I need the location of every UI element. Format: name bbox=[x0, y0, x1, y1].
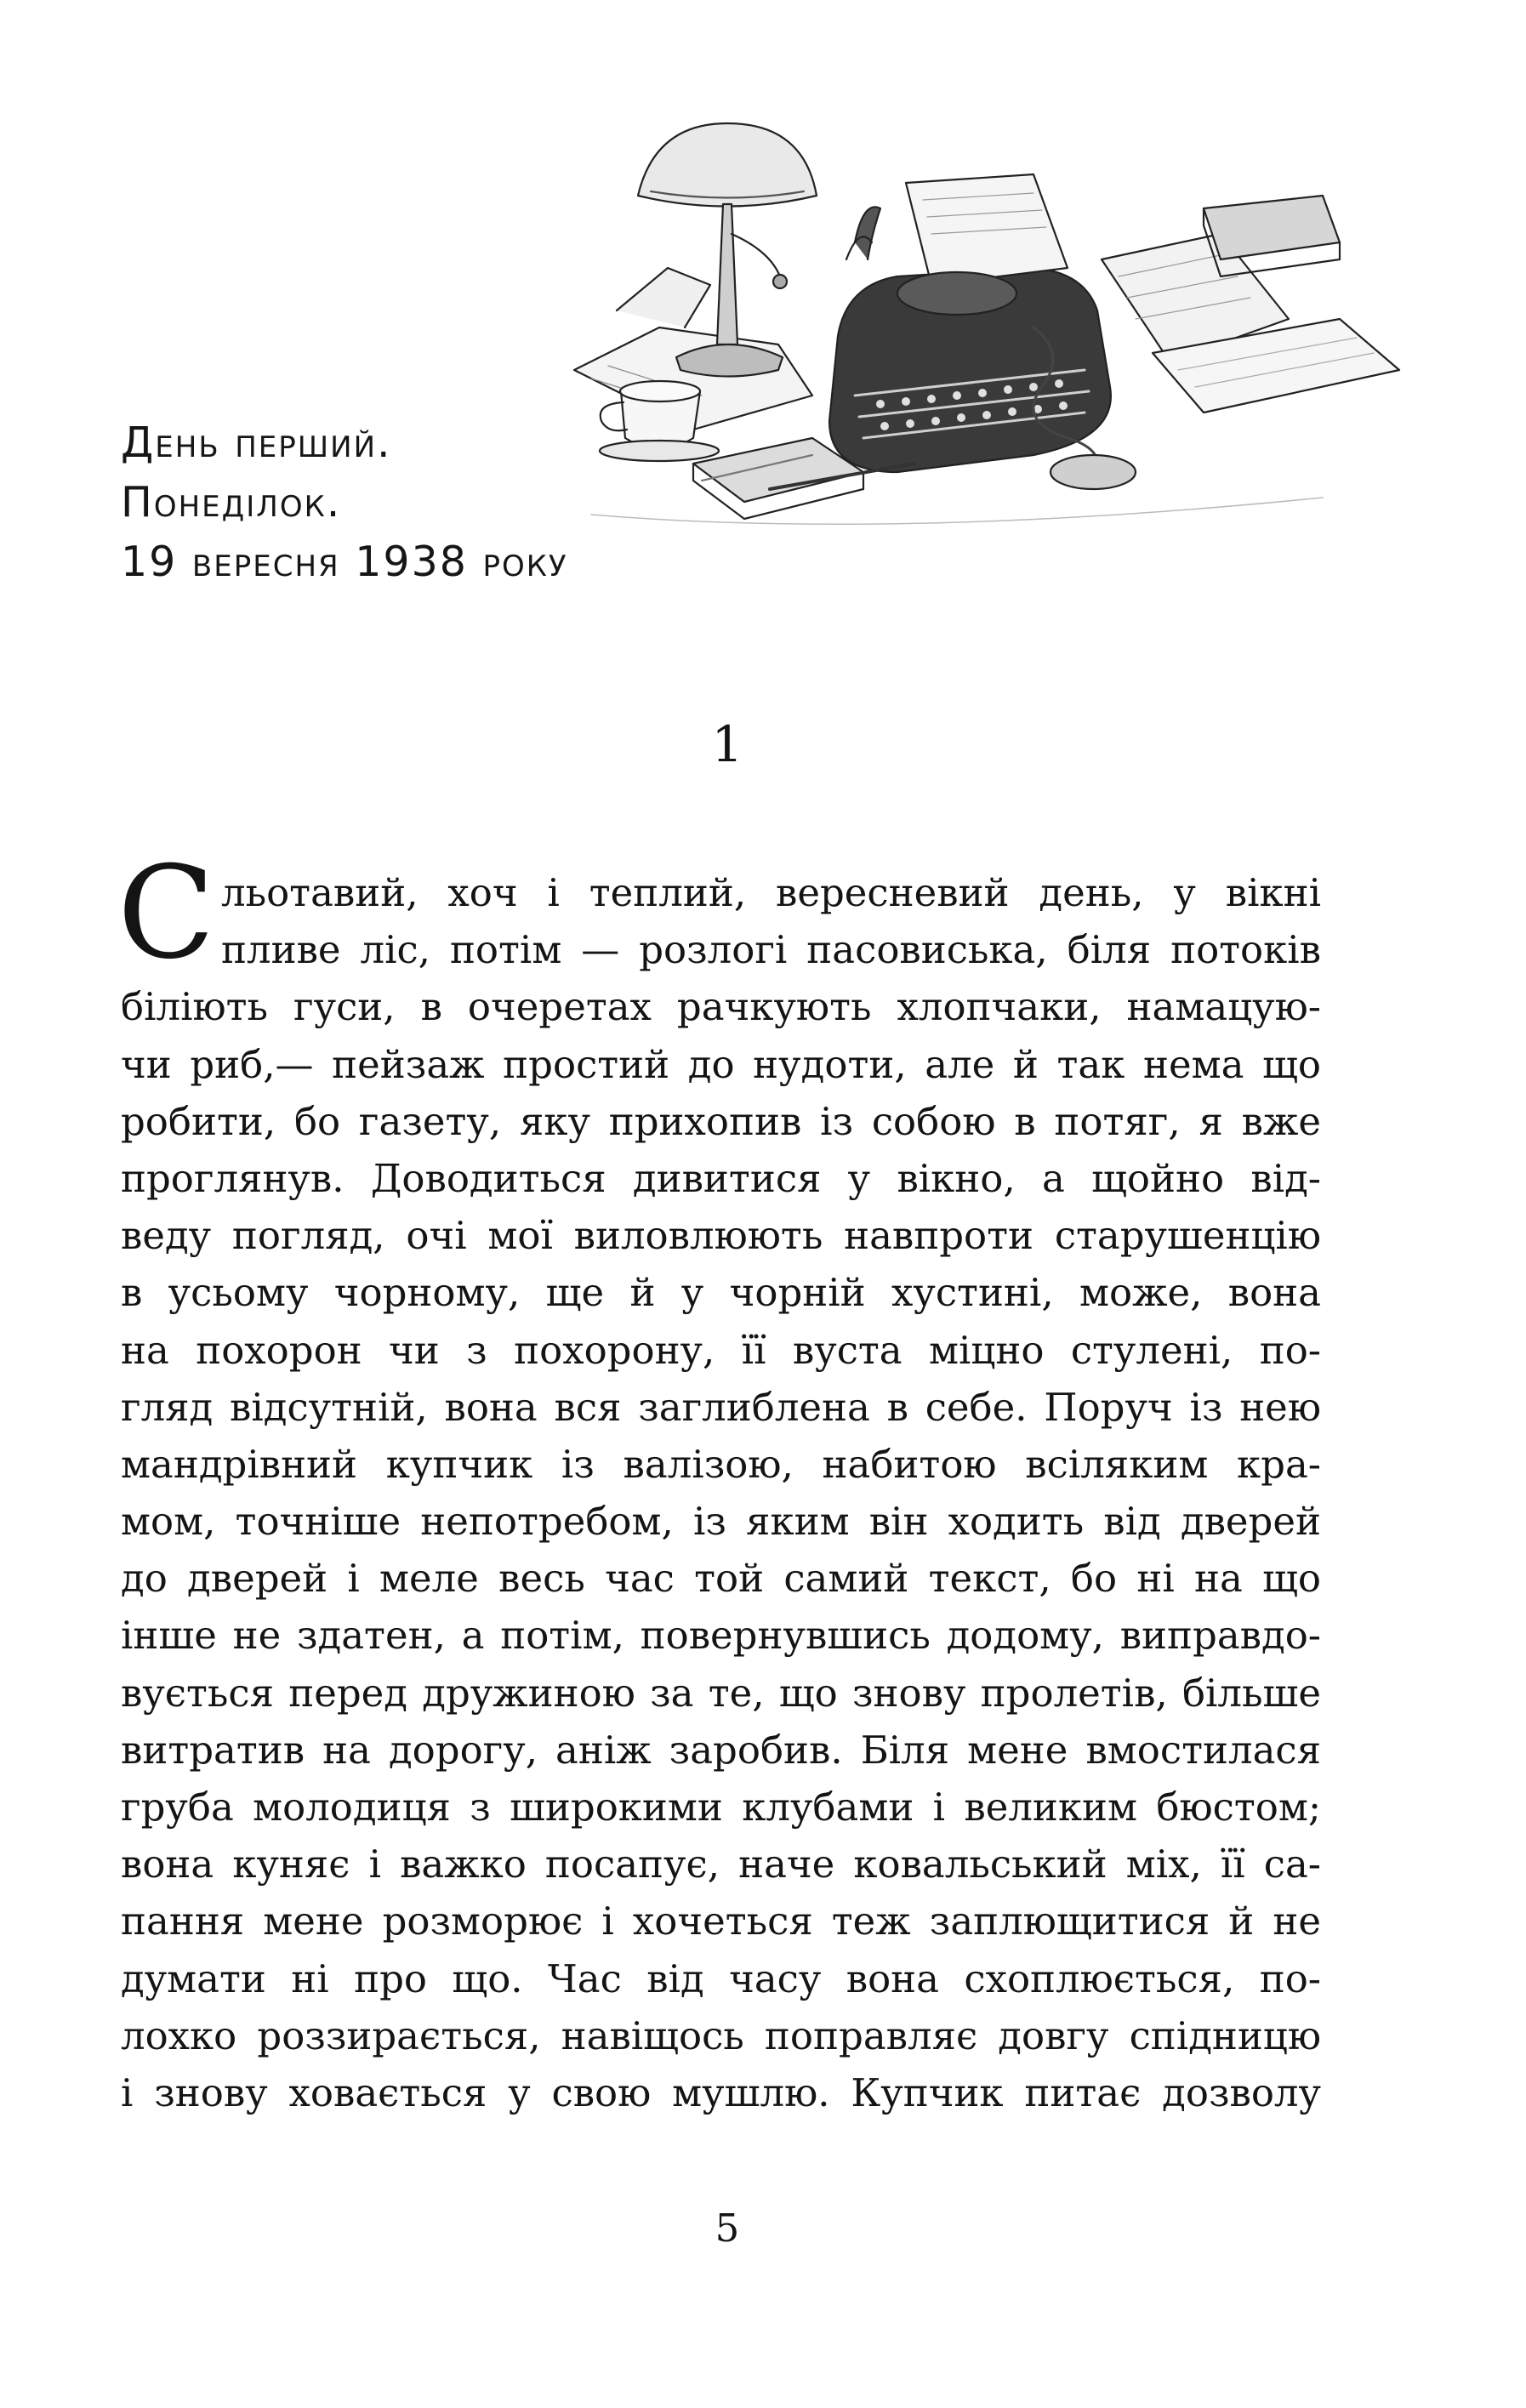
text-line: груба молодиця з широкими клубами і великим бюстом; bbox=[121, 1785, 1321, 1830]
text-line: інше не здатен, а потім, повернувшись додому, виправдо- bbox=[121, 1613, 1321, 1659]
body-text bbox=[121, 864, 1321, 2121]
text-line: витратив на дорогу, аніж заробив. Біля мене вмостилася bbox=[121, 1727, 1321, 1773]
text-line: льотавий, хоч і теплий, вересневий день, у вікні bbox=[221, 870, 1321, 915]
chapter-title-date: 19 вересня 1938 року bbox=[121, 538, 568, 586]
typewriter-paper-icon bbox=[906, 174, 1068, 285]
text-line: гляд відсутній, вона вся заглиблена в себе. Поруч із нею bbox=[121, 1384, 1321, 1430]
text-line: чи риб,— пейзаж простий до нудоти, але й так нема що bbox=[121, 1041, 1321, 1087]
text-line: мандрівний купчик із валізою, набитою всіляким кра- bbox=[121, 1441, 1321, 1487]
chapter-title-weekday: Понеділок. bbox=[121, 478, 342, 527]
text-line: веду погляд, очі мої виловлюють навпроти старушенцію bbox=[121, 1213, 1321, 1259]
text-line: пання мене розморює і хочеться теж заплющитися й не bbox=[121, 1899, 1321, 1944]
text-line: і знову ховається у свою мушлю. Купчик питає дозволу bbox=[121, 2069, 1321, 2115]
text-line: в усьому чорному, ще й у чорній хустині, може, вона bbox=[121, 1270, 1321, 1316]
text-line: думати ні про що. Час від часу вона схоплюється, по- bbox=[121, 1955, 1321, 2001]
chapter-heading bbox=[121, 413, 971, 592]
text-line: лохко роззирається, навіщось поправляє довгу спідницю bbox=[121, 2012, 1321, 2058]
drop-cap: С bbox=[117, 840, 215, 988]
text-line: вується перед дружиною за те, що знову пролетів, більше bbox=[121, 1670, 1321, 1716]
chapter-title-day: День перший. bbox=[121, 418, 392, 467]
text-line: біліють гуси, в очеретах рачкують хлопчаки, намацую- bbox=[121, 984, 1321, 1030]
text-line: мом, точніше непотребом, із яким він ходить від дверей bbox=[121, 1499, 1321, 1545]
ashtray-icon bbox=[1051, 455, 1136, 489]
section-number: 1 bbox=[711, 715, 743, 773]
text-line: вона куняє і важко посапує, наче ковальський міх, її са- bbox=[121, 1842, 1321, 1887]
text-line: робити, бо газету, яку прихопив із собою в потяг, я вже bbox=[121, 1098, 1321, 1144]
text-line: до дверей і меле весь час той самий текст, бо ні на що bbox=[121, 1556, 1321, 1602]
text-line: проглянув. Доводиться дивитися у вікно, а щойно від- bbox=[121, 1155, 1321, 1201]
text-line: пливе ліс, потім — розлогі пасовиська, біля потоків bbox=[221, 927, 1321, 973]
text-line: на похорон чи з похорону, її вуста міцно стулені, по- bbox=[121, 1327, 1321, 1373]
lamp-stem-icon bbox=[717, 204, 737, 344]
page-number: 5 bbox=[715, 2206, 740, 2251]
